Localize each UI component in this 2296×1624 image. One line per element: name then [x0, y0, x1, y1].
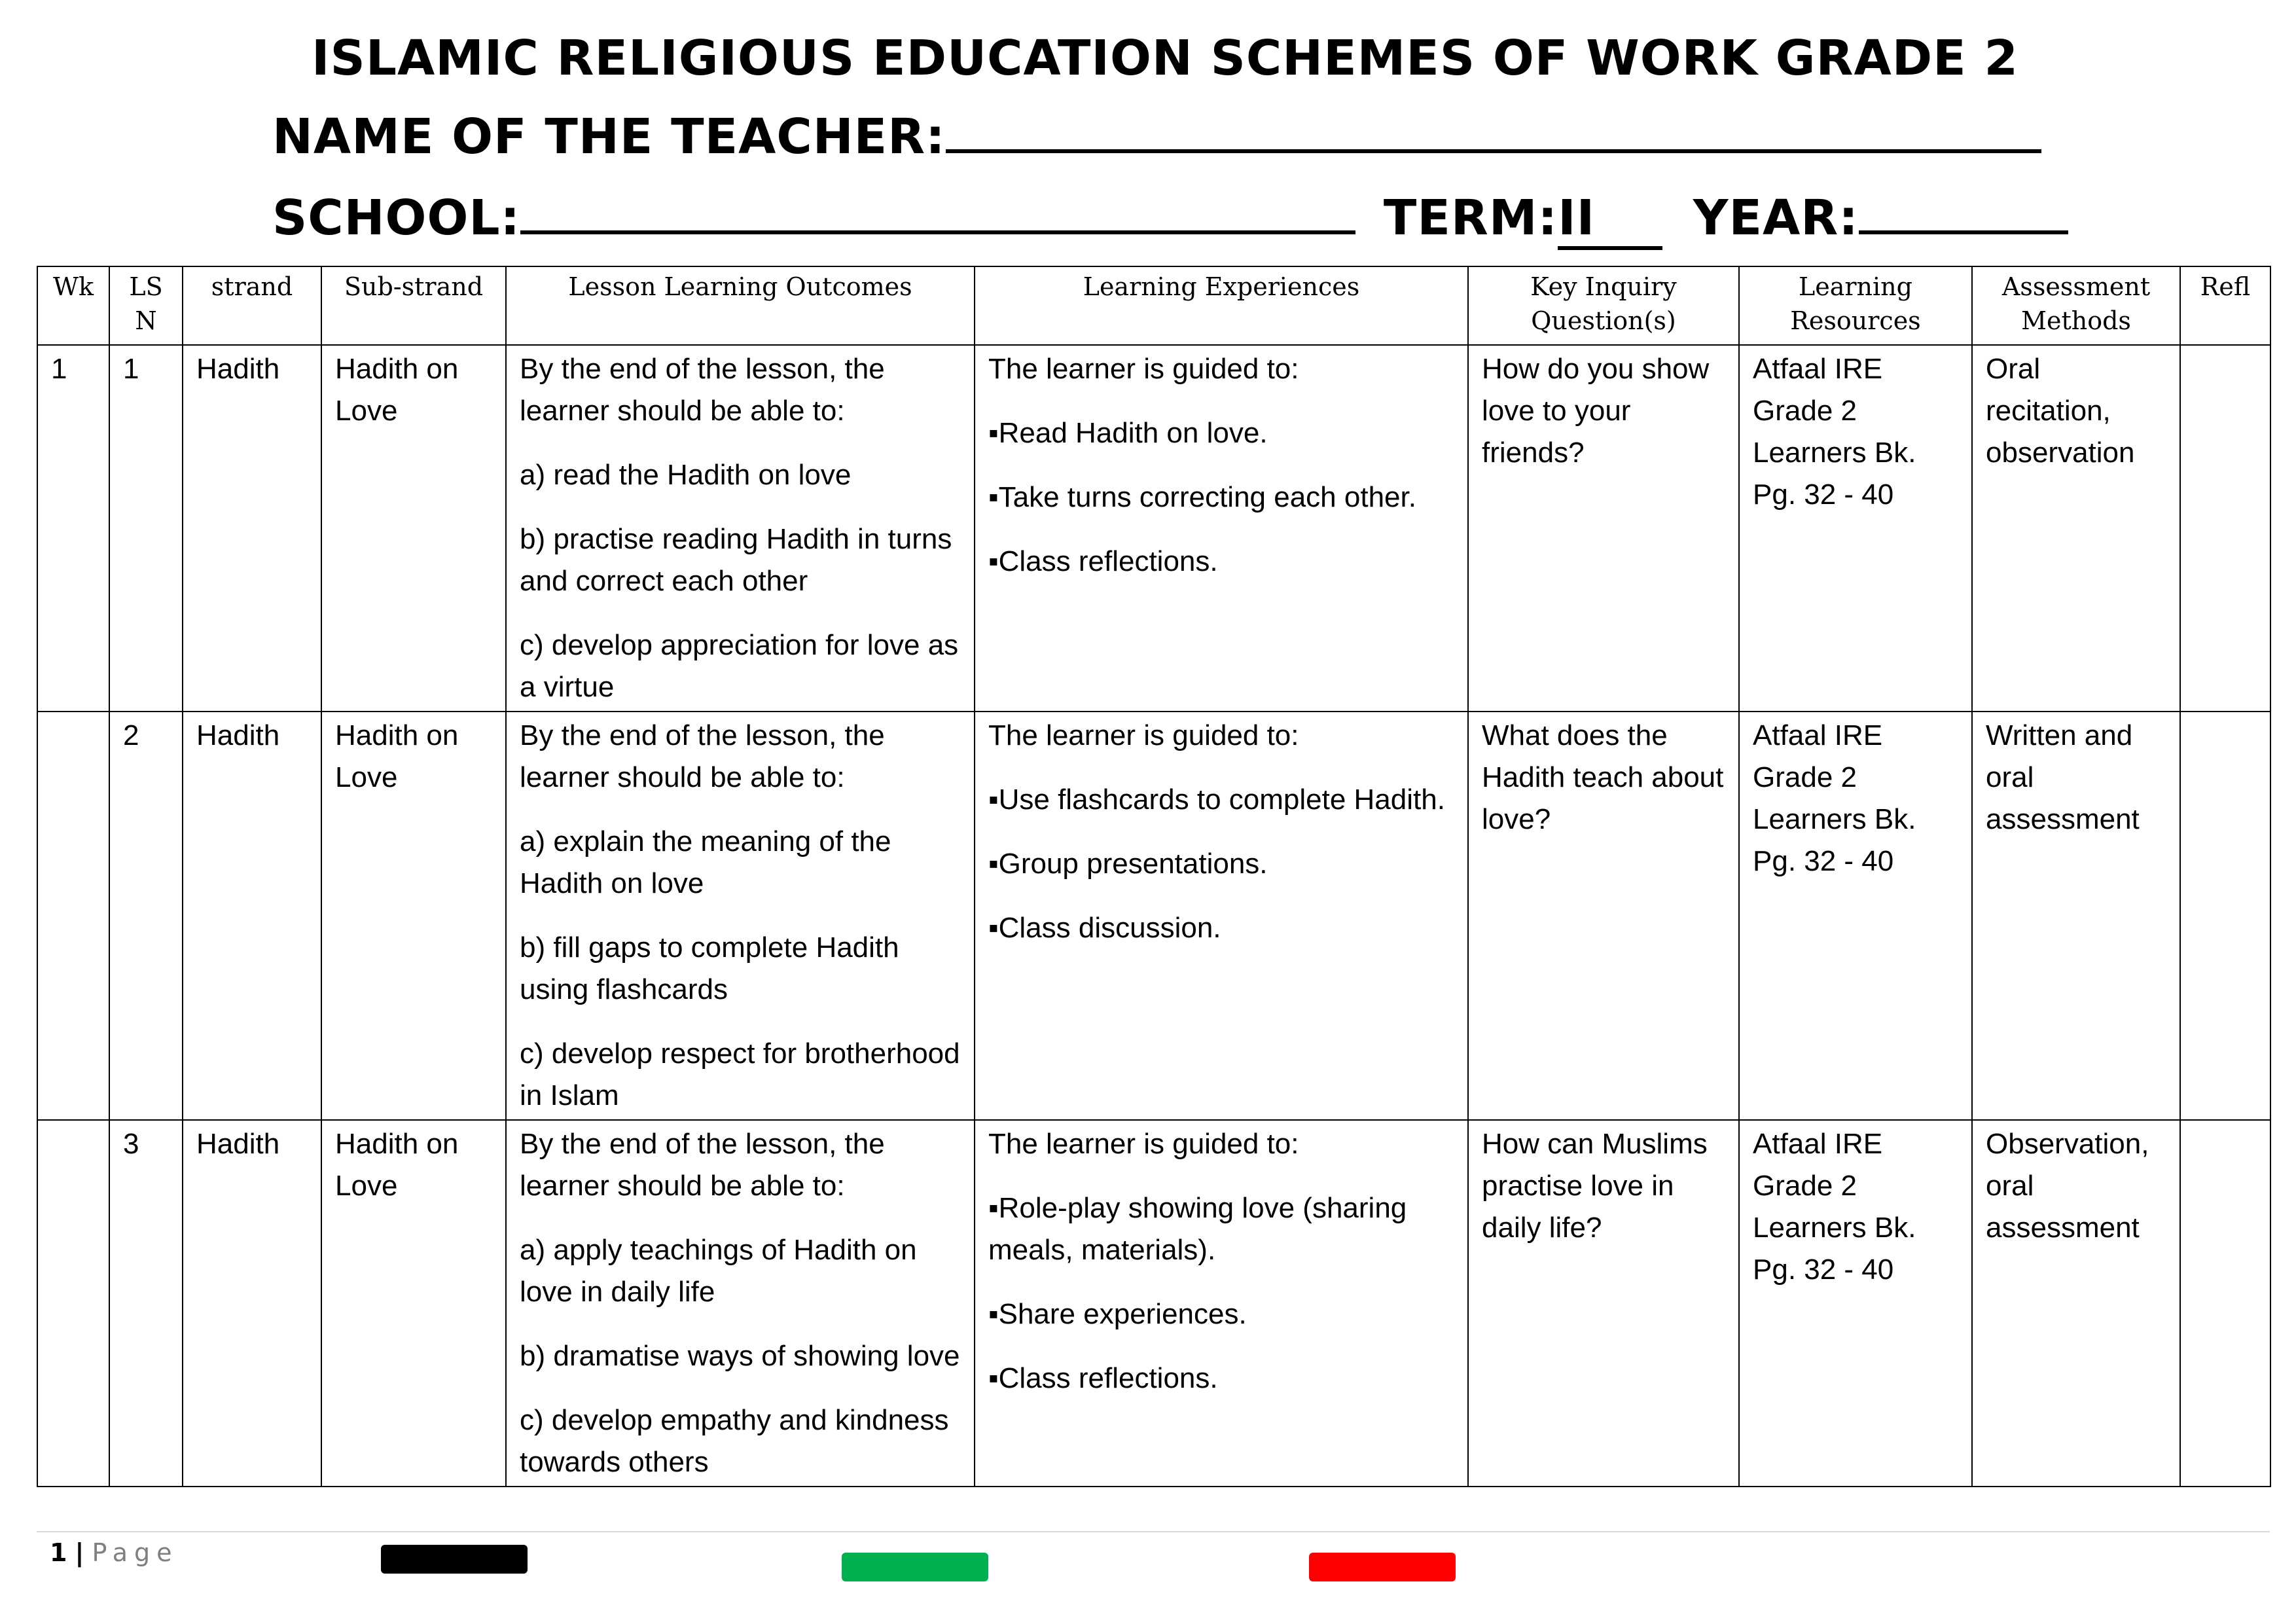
- cell-experiences: [975, 1120, 1468, 1487]
- cell-resources: Atfaal IRE Grade 2 Learners Bk. Pg. 32 - 40: [1739, 1120, 1972, 1487]
- document-title: ISLAMIC RELIGIOUS EDUCATION SCHEMES OF WORK GRADE 2: [312, 30, 2018, 86]
- school-name-blank[interactable]: [520, 190, 1355, 234]
- cell-sub-strand: Hadith on Love: [321, 712, 506, 1120]
- teacher-name-blank[interactable]: [946, 109, 2041, 153]
- school-term-year-line: [272, 190, 2068, 250]
- cell-resources: Atfaal IRE Grade 2 Learners Bk. Pg. 32 - 40: [1739, 712, 1972, 1120]
- table-header-row: [37, 266, 2270, 345]
- outcome-item: c) develop respect for brotherhood in Islam: [520, 1038, 960, 1111]
- outcome-item: b) fill gaps to complete Hadith using flashcards: [520, 931, 899, 1005]
- footer-black-bar: [381, 1545, 528, 1574]
- outcome-item: b) dramatise ways of showing love: [520, 1340, 960, 1372]
- footer-red-bar: [1309, 1553, 1456, 1581]
- schemes-table: [37, 266, 2271, 1487]
- page-footer: [50, 1538, 179, 1567]
- col-header-wk: Wk: [37, 266, 109, 345]
- cell-outcomes: [506, 1120, 975, 1487]
- cell-resources: Atfaal IRE Grade 2 Learners Bk. Pg. 32 - 40: [1739, 345, 1972, 712]
- cell-assessment: Observation, oral assessment: [1972, 1120, 2180, 1487]
- cell-experiences: [975, 345, 1468, 712]
- cell-week: [37, 1120, 109, 1487]
- year-blank[interactable]: [1859, 190, 2068, 234]
- page-separator: |: [75, 1538, 84, 1567]
- cell-outcomes: [506, 712, 975, 1120]
- cell-reflection[interactable]: [2180, 345, 2270, 712]
- col-header-sub-strand: Sub-strand: [321, 266, 506, 345]
- col-header-reflection: Refl: [2180, 266, 2270, 345]
- experience-item: ▪ Class discussion.: [988, 907, 1454, 949]
- experience-item: ▪ Class reflections.: [988, 541, 1454, 583]
- cell-lesson: 3: [109, 1120, 183, 1487]
- experiences-intro: The learner is guided to:: [988, 1128, 1299, 1160]
- col-header-lsn: LS N: [109, 266, 183, 345]
- footer-green-bar: [842, 1553, 988, 1581]
- experience-item: ▪ Read Hadith on love.: [988, 412, 1454, 454]
- cell-sub-strand: Hadith on Love: [321, 345, 506, 712]
- term-label: TERM:: [1383, 190, 1558, 246]
- cell-inquiry: How can Muslims practise love in daily life?: [1468, 1120, 1739, 1487]
- outcome-item: b) practise reading Hadith in turns and correct each other: [520, 523, 952, 597]
- col-header-strand: strand: [183, 266, 321, 345]
- page-label: Page: [92, 1538, 179, 1567]
- col-header-experiences: Learning Experiences: [975, 266, 1468, 345]
- outcomes-intro: By the end of the lesson, the learner should be able to:: [520, 353, 885, 427]
- cell-experiences: [975, 712, 1468, 1120]
- table-row: [37, 1120, 2270, 1487]
- outcome-item: a) apply teachings of Hadith on love in daily life: [520, 1234, 917, 1308]
- outcomes-intro: By the end of the lesson, the learner should be able to:: [520, 719, 885, 793]
- school-label: SCHOOL:: [272, 190, 521, 246]
- cell-strand: Hadith: [183, 345, 321, 712]
- col-header-assessment: Assessment Methods: [1972, 266, 2180, 345]
- cell-strand: Hadith: [183, 1120, 321, 1487]
- experience-item: ▪ Class reflections.: [988, 1358, 1454, 1399]
- experience-item: ▪ Share experiences.: [988, 1293, 1454, 1335]
- cell-strand: Hadith: [183, 712, 321, 1120]
- cell-inquiry: How do you show love to your friends?: [1468, 345, 1739, 712]
- experiences-intro: The learner is guided to:: [988, 353, 1299, 385]
- col-header-outcomes: Lesson Learning Outcomes: [506, 266, 975, 345]
- cell-week: 1: [37, 345, 109, 712]
- experience-item: ▪ Role-play showing love (sharing meals, materials).: [988, 1187, 1454, 1271]
- term-value[interactable]: II: [1558, 190, 1662, 250]
- outcome-item: a) read the Hadith on love: [520, 459, 852, 491]
- outcome-item: a) explain the meaning of the Hadith on love: [520, 825, 891, 899]
- cell-assessment: Oral recitation, observation: [1972, 345, 2180, 712]
- table-row: [37, 712, 2270, 1120]
- cell-sub-strand: Hadith on Love: [321, 1120, 506, 1487]
- experience-item: ▪ Take turns correcting each other.: [988, 477, 1454, 518]
- footer-divider: [37, 1531, 2270, 1532]
- cell-week: [37, 712, 109, 1120]
- teacher-label: NAME OF THE TEACHER:: [272, 109, 946, 165]
- experiences-intro: The learner is guided to:: [988, 719, 1299, 751]
- col-header-resources: Learning Resources: [1739, 266, 1972, 345]
- outcomes-intro: By the end of the lesson, the learner should be able to:: [520, 1128, 885, 1202]
- page-number: 1: [50, 1538, 67, 1567]
- outcome-item: c) develop empathy and kindness towards others: [520, 1404, 949, 1478]
- table-row: [37, 345, 2270, 712]
- cell-lesson: 1: [109, 345, 183, 712]
- cell-inquiry: What does the Hadith teach about love?: [1468, 712, 1739, 1120]
- cell-assessment: Written and oral assessment: [1972, 712, 2180, 1120]
- cell-lesson: 2: [109, 712, 183, 1120]
- teacher-line: [272, 109, 2041, 165]
- col-header-inquiry: Key Inquiry Question(s): [1468, 266, 1739, 345]
- year-label: YEAR:: [1693, 190, 1859, 246]
- cell-reflection[interactable]: [2180, 712, 2270, 1120]
- cell-outcomes: [506, 345, 975, 712]
- cell-reflection[interactable]: [2180, 1120, 2270, 1487]
- experience-item: ▪ Use flashcards to complete Hadith.: [988, 779, 1454, 821]
- outcome-item: c) develop appreciation for love as a virtue: [520, 629, 959, 703]
- experience-item: ▪ Group presentations.: [988, 843, 1454, 885]
